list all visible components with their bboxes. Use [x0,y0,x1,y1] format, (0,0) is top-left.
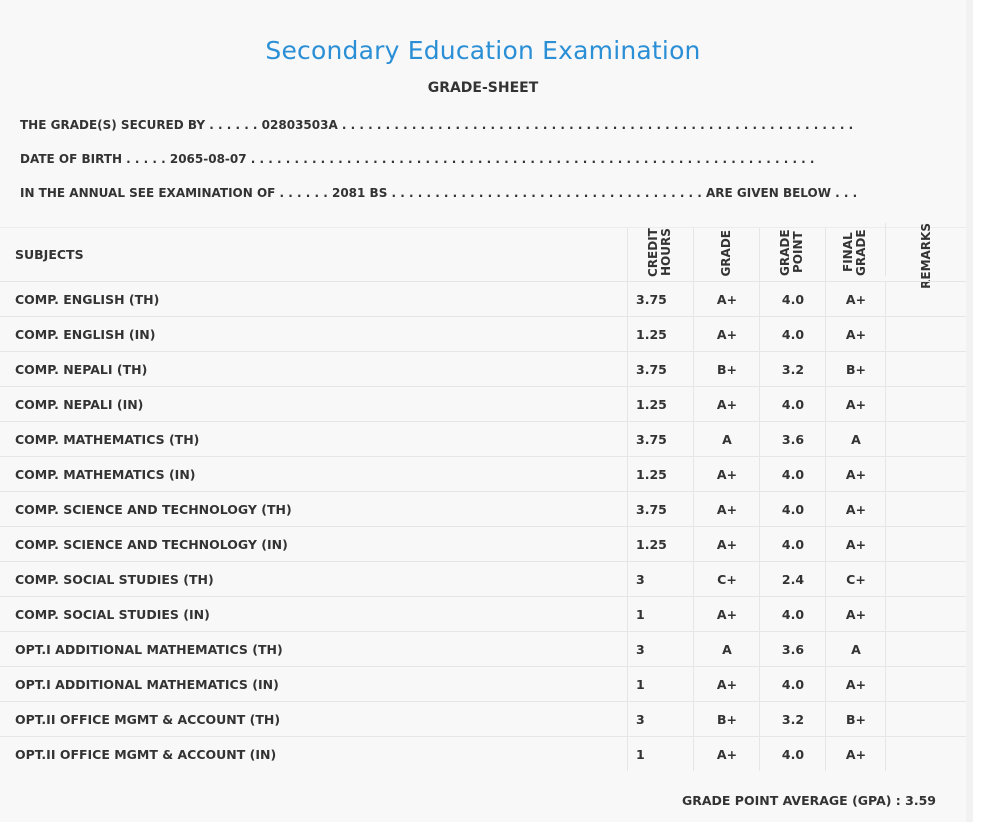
remarks-cell [885,527,967,561]
table-row [0,386,966,421]
grade-cell: A+ [693,457,760,491]
subject-cell: COMP. NEPALI (TH) [15,361,148,377]
page-edge [966,0,973,822]
remarks-header [885,223,966,289]
grade-header-label: GRADE [719,230,733,277]
grade-point-header-label: GRADE POINT [777,229,805,276]
remarks-cell [885,422,967,456]
subject-cell: COMP. SOCIAL STUDIES (TH) [15,571,214,587]
remarks-cell [885,282,967,316]
credit-hours-cell: 1.25 [627,387,693,421]
exam-session-line: IN THE ANNUAL SEE EXAMINATION OF . . . . . . 2081 BS . . . . . . . . . . . . . . . . . . . . . . . . . . . . . . . . . . . . ARE GIVEN BELOW . . . [20,186,858,200]
final-grade-cell: A+ [825,527,886,561]
subject-cell: COMP. SCIENCE AND TECHNOLOGY (IN) [15,536,288,552]
grade-cell: C+ [693,562,760,596]
grade-point-cell: 3.2 [759,702,826,736]
grade-cell: A+ [693,317,760,351]
table-row [0,596,966,631]
credit-hours-cell: 3.75 [627,352,693,386]
table-row [0,351,966,386]
remarks-cell [885,597,967,631]
remarks-cell [885,317,967,351]
final-grade-cell: B+ [825,352,886,386]
subject-cell: COMP. SCIENCE AND TECHNOLOGY (TH) [15,501,292,517]
credit-hours-cell: 1.25 [627,457,693,491]
grade-cell: A [693,632,760,666]
credit-hours-cell: 3.75 [627,492,693,526]
grade-cell: A [693,422,760,456]
credit-hours-cell: 3 [627,702,693,736]
table-row [0,526,966,561]
table-row [0,561,966,596]
final-grade-cell: A+ [825,667,886,701]
grade-cell: B+ [693,702,760,736]
subject-cell: COMP. ENGLISH (TH) [15,291,160,307]
final-grade-header-label: FINAL GRADE [840,229,868,276]
credit-hours-header-label: CREDIT HOURS [645,228,673,277]
final-grade-cell: A+ [825,597,886,631]
grade-cell: A+ [693,597,760,631]
final-grade-cell: A+ [825,282,886,316]
subject-cell: OPT.I ADDITIONAL MATHEMATICS (IN) [15,676,279,692]
final-grade-header [825,228,885,281]
grade-cell: A+ [693,737,760,771]
secured-by-line: THE GRADE(S) SECURED BY . . . . . . 02803503A . . . . . . . . . . . . . . . . . . . . . . . . . . . . . . . . . . . . . . . . . . . . . . . . . . . . . . . . . . . [20,118,854,132]
remarks-cell [885,667,967,701]
subject-cell: COMP. MATHEMATICS (TH) [15,431,200,447]
final-grade-cell: A+ [825,317,886,351]
grades-table [0,223,966,771]
table-row [0,281,966,316]
subject-cell: COMP. MATHEMATICS (IN) [15,466,196,482]
final-grade-cell: B+ [825,702,886,736]
table-row [0,736,966,771]
final-grade-cell: C+ [825,562,886,596]
grade-point-cell: 4.0 [759,737,826,771]
remarks-cell [885,457,967,491]
grade-point-cell: 2.4 [759,562,826,596]
subjects-header: SUBJECTS [15,247,84,262]
table-row [0,491,966,526]
credit-hours-header [627,228,693,281]
remarks-cell [885,702,967,736]
date-of-birth-line: DATE OF BIRTH . . . . . 2065-08-07 . . . . . . . . . . . . . . . . . . . . . . . . . . . . . . . . . . . . . . . . . . . . . . . . . . . . . . . . . . . . . . . . . [20,152,815,166]
table-row [0,701,966,736]
remarks-cell [885,562,967,596]
credit-hours-cell: 3 [627,562,693,596]
grade-point-cell: 4.0 [759,457,826,491]
credit-hours-cell: 3.75 [627,282,693,316]
grade-cell: A+ [693,492,760,526]
credit-hours-cell: 1 [627,737,693,771]
grade-point-cell: 4.0 [759,317,826,351]
remarks-header-label: REMARKS [918,223,933,289]
grade-point-cell: 4.0 [759,597,826,631]
gpa-summary: GRADE POINT AVERAGE (GPA) : 3.59 [681,793,936,808]
grade-point-cell: 4.0 [759,282,826,316]
remarks-cell [885,632,967,666]
grade-point-cell: 4.0 [759,492,826,526]
credit-hours-cell: 1 [627,667,693,701]
final-grade-cell: A+ [825,737,886,771]
credit-hours-cell: 1.25 [627,527,693,561]
subject-cell: COMP. NEPALI (IN) [15,396,144,412]
grade-header [693,228,759,281]
credit-hours-cell: 3 [627,632,693,666]
table-row [0,421,966,456]
grade-cell: A+ [693,527,760,561]
table-row [0,316,966,351]
subject-cell: OPT.I ADDITIONAL MATHEMATICS (TH) [15,641,283,657]
remarks-cell [885,352,967,386]
grade-point-cell: 3.2 [759,352,826,386]
grade-point-cell: 4.0 [759,387,826,421]
grade-cell: A+ [693,667,760,701]
remarks-cell [885,737,967,771]
final-grade-cell: A [825,632,886,666]
exam-title: Secondary Education Examination [265,36,701,65]
table-row [0,631,966,666]
grade-cell: A+ [693,282,760,316]
grades-table-body [0,281,966,771]
subject-cell: OPT.II OFFICE MGMT & ACCOUNT (TH) [15,711,281,727]
final-grade-cell: A+ [825,492,886,526]
grade-point-header [759,228,825,281]
subject-cell: COMP. SOCIAL STUDIES (IN) [15,606,210,622]
remarks-cell [885,492,967,526]
subject-cell: COMP. ENGLISH (IN) [15,326,156,342]
grade-point-cell: 3.6 [759,632,826,666]
credit-hours-cell: 1.25 [627,317,693,351]
final-grade-cell: A+ [825,457,886,491]
remarks-cell [885,387,967,421]
table-header [0,223,966,289]
final-grade-cell: A [825,422,886,456]
grade-cell: A+ [693,387,760,421]
grade-point-cell: 4.0 [759,527,826,561]
grade-point-cell: 3.6 [759,422,826,456]
sheet-subtitle: GRADE-SHEET [427,80,539,96]
table-row [0,456,966,491]
final-grade-cell: A+ [825,387,886,421]
credit-hours-cell: 1 [627,597,693,631]
subject-cell: OPT.II OFFICE MGMT & ACCOUNT (IN) [15,746,277,762]
grade-point-cell: 4.0 [759,667,826,701]
credit-hours-cell: 3.75 [627,422,693,456]
grade-cell: B+ [693,352,760,386]
table-row [0,666,966,701]
